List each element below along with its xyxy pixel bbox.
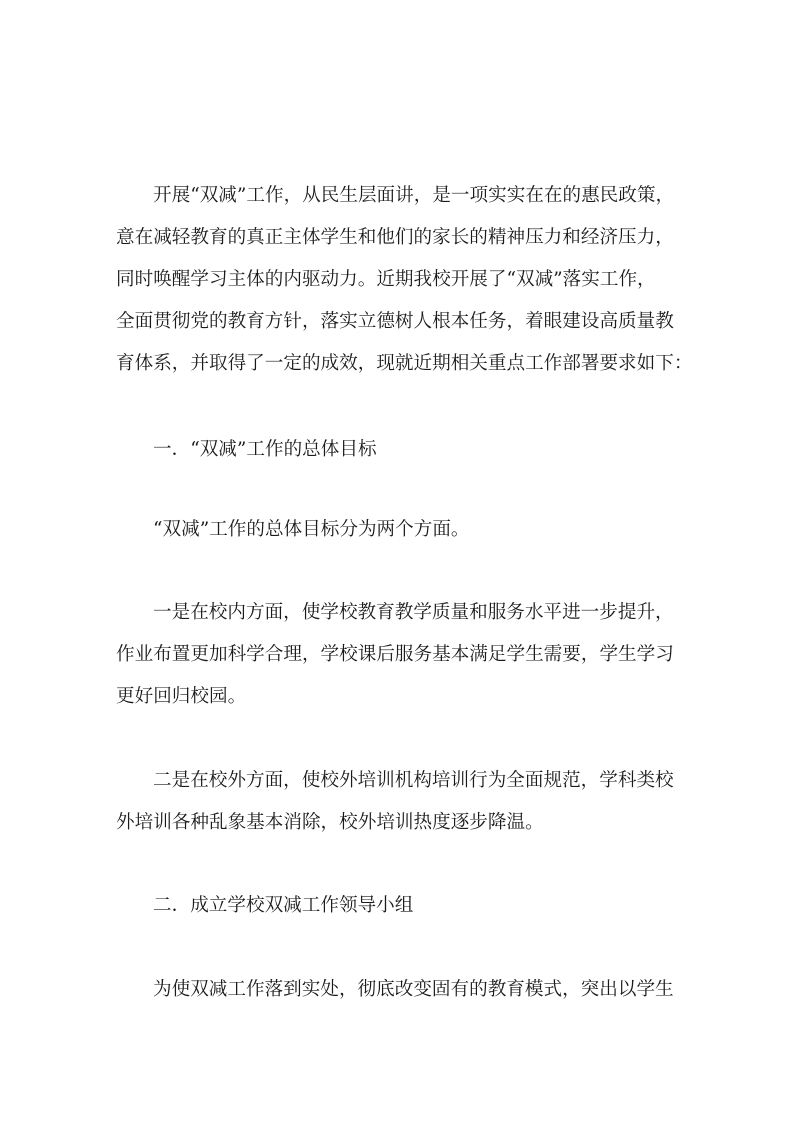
text-line: 二是在校外方面，使校外培训机构培训行为全面规范，学科类校: [153, 770, 674, 791]
text-line: 育体系，并取得了一定的成效，现就近期相关重点工作部署要求如下：: [116, 353, 693, 374]
leadership-paragraph: 为使双减工作落到实处，彻底改变固有的教育模式，突出以学生: [153, 979, 674, 1000]
text-line: 一是在校内方面，使学校教育教学质量和服务水平进一步提升，: [153, 602, 674, 623]
text-line: 意在减轻教育的真正主体学生和他们的家长的精神压力和经济压力，: [116, 227, 674, 248]
text-line: 全面贯彻党的教育方针，落实立德树人根本任务，着眼建设高质量教: [116, 311, 674, 332]
text-line: 作业布置更加科学合理，学校课后服务基本满足学生需要，学生学习: [116, 644, 674, 665]
text-line: 同时唤醒学习主体的内驱动力。近期我校开展了“双减”落实工作，: [116, 269, 656, 290]
text-line: 开展“双减”工作，从民生层面讲，是一项实实在在的惠民政策，: [153, 185, 675, 206]
text-line: 外培训各种乱象基本消除，校外培训热度逐步降温。: [116, 812, 544, 833]
text-line: 更好回归校园。: [116, 686, 247, 707]
goal-summary-paragraph: “双减”工作的总体目标分为两个方面。: [153, 519, 470, 540]
section-heading-2: 二．成立学校双减工作领导小组: [153, 895, 414, 916]
section-heading-1: 一．“双减”工作的总体目标: [153, 439, 377, 460]
